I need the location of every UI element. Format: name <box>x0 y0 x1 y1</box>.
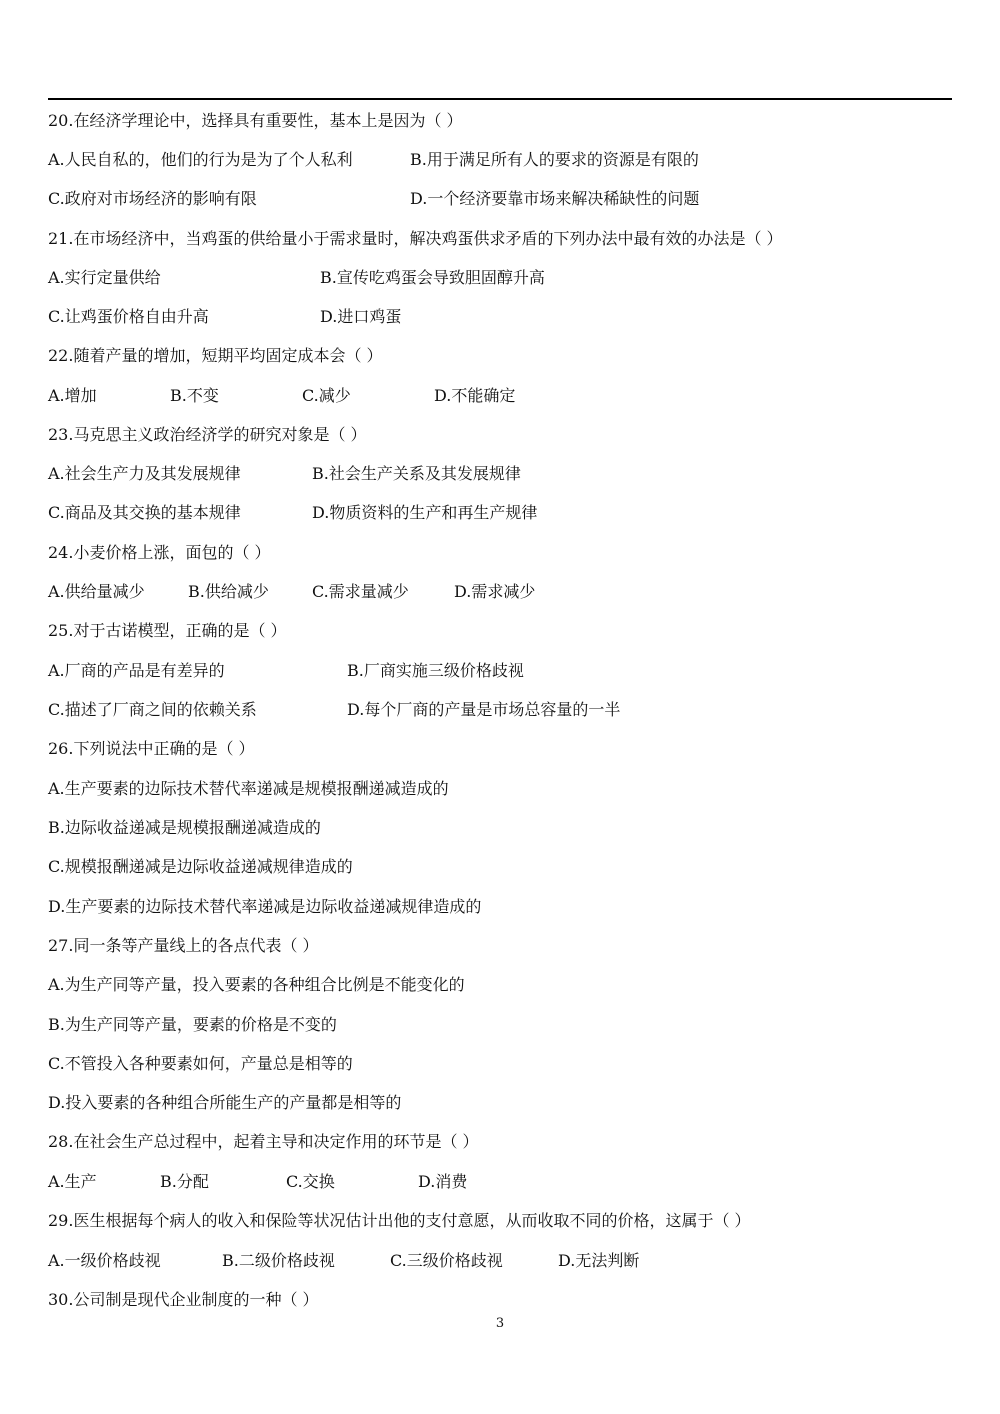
question-29-option-b: B.二级价格歧视 <box>222 1251 335 1270</box>
question-20-option-d: D.一个经济要靠市场来解决稀缺性的问题 <box>410 189 700 208</box>
question-29-option-a: A.一级价格歧视 <box>48 1251 161 1270</box>
question-20-option-b: B.用于满足所有人的要求的资源是有限的 <box>410 150 699 169</box>
question-28-option-a: A.生产 <box>48 1172 97 1191</box>
question-23-option-d: D.物质资料的生产和再生产规律 <box>312 503 538 522</box>
question-26-option-b: B.边际收益递减是规模报酬递减造成的 <box>48 818 321 837</box>
question-25-option-c: C.描述了厂商之间的依赖关系 <box>48 700 257 719</box>
question-28-stem: 28.在社会生产总过程中，起着主导和决定作用的环节是（ ） <box>48 1132 479 1151</box>
question-20-option-a: A.人民自私的，他们的行为是为了个人私利 <box>48 150 353 169</box>
question-30-stem: 30.公司制是现代企业制度的一种（ ） <box>48 1290 319 1309</box>
question-28-option-d: D.消费 <box>418 1172 468 1191</box>
question-26-stem: 26.下列说法中正确的是（ ） <box>48 739 255 758</box>
question-24-option-d: D.需求减少 <box>454 582 536 601</box>
question-28-option-c: C.交换 <box>286 1172 335 1191</box>
question-29-stem: 29.医生根据每个病人的收入和保险等状况估计出他的支付意愿，从而收取不同的价格，这属于（ ） <box>48 1211 751 1230</box>
question-27-option-c: C.不管投入各种要素如何，产量总是相等的 <box>48 1054 353 1073</box>
question-22-option-a: A.增加 <box>48 386 97 405</box>
question-23-option-c: C.商品及其交换的基本规律 <box>48 503 241 522</box>
question-20-option-c: C.政府对市场经济的影响有限 <box>48 189 257 208</box>
question-22-stem: 22.随着产量的增加，短期平均固定成本会（ ） <box>48 346 383 365</box>
question-24-stem: 24.小麦价格上涨，面包的（ ） <box>48 543 271 562</box>
question-22-option-b: B.不变 <box>170 386 219 405</box>
question-27-option-d: D.投入要素的各种组合所能生产的产量都是相等的 <box>48 1093 402 1112</box>
question-21-stem: 21.在市场经济中，当鸡蛋的供给量小于需求量时，解决鸡蛋供求矛盾的下列办法中最有效的办法是（ ） <box>48 229 783 248</box>
question-23-option-b: B.社会生产关系及其发展规律 <box>312 464 521 483</box>
question-25-option-d: D.每个厂商的产量是市场总容量的一半 <box>347 700 621 719</box>
question-26-option-d: D.生产要素的边际技术替代率递减是边际收益递减规律造成的 <box>48 897 482 916</box>
question-27-option-a: A.为生产同等产量，投入要素的各种组合比例是不能变化的 <box>48 975 465 994</box>
question-25-option-a: A.厂商的产品是有差异的 <box>48 661 225 680</box>
question-26-option-c: C.规模报酬递减是边际收益递减规律造成的 <box>48 857 353 876</box>
question-27-stem: 27.同一条等产量线上的各点代表（ ） <box>48 936 319 955</box>
question-25-stem: 25.对于古诺模型，正确的是（ ） <box>48 621 287 640</box>
question-22-option-c: C.减少 <box>302 386 351 405</box>
question-22-option-d: D.不能确定 <box>434 386 516 405</box>
question-21-option-d: D.进口鸡蛋 <box>320 307 402 326</box>
question-20-stem: 20.在经济学理论中，选择具有重要性，基本上是因为（ ） <box>48 111 463 130</box>
header-rule <box>48 98 952 100</box>
question-24-option-b: B.供给减少 <box>188 582 269 601</box>
question-23-stem: 23.马克思主义政治经济学的研究对象是（ ） <box>48 425 367 444</box>
question-21-option-b: B.宣传吃鸡蛋会导致胆固醇升高 <box>320 268 545 287</box>
question-24-option-c: C.需求量减少 <box>312 582 409 601</box>
page-number: 3 <box>495 1316 505 1331</box>
question-29-option-c: C.三级价格歧视 <box>390 1251 503 1270</box>
question-26-option-a: A.生产要素的边际技术替代率递减是规模报酬递减造成的 <box>48 779 449 798</box>
question-24-option-a: A.供给量减少 <box>48 582 145 601</box>
question-29-option-d: D.无法判断 <box>558 1251 640 1270</box>
question-21-option-c: C.让鸡蛋价格自由升高 <box>48 307 209 326</box>
question-23-option-a: A.社会生产力及其发展规律 <box>48 464 241 483</box>
question-27-option-b: B.为生产同等产量，要素的价格是不变的 <box>48 1015 337 1034</box>
question-25-option-b: B.厂商实施三级价格歧视 <box>347 661 524 680</box>
question-28-option-b: B.分配 <box>160 1172 209 1191</box>
question-21-option-a: A.实行定量供给 <box>48 268 161 287</box>
